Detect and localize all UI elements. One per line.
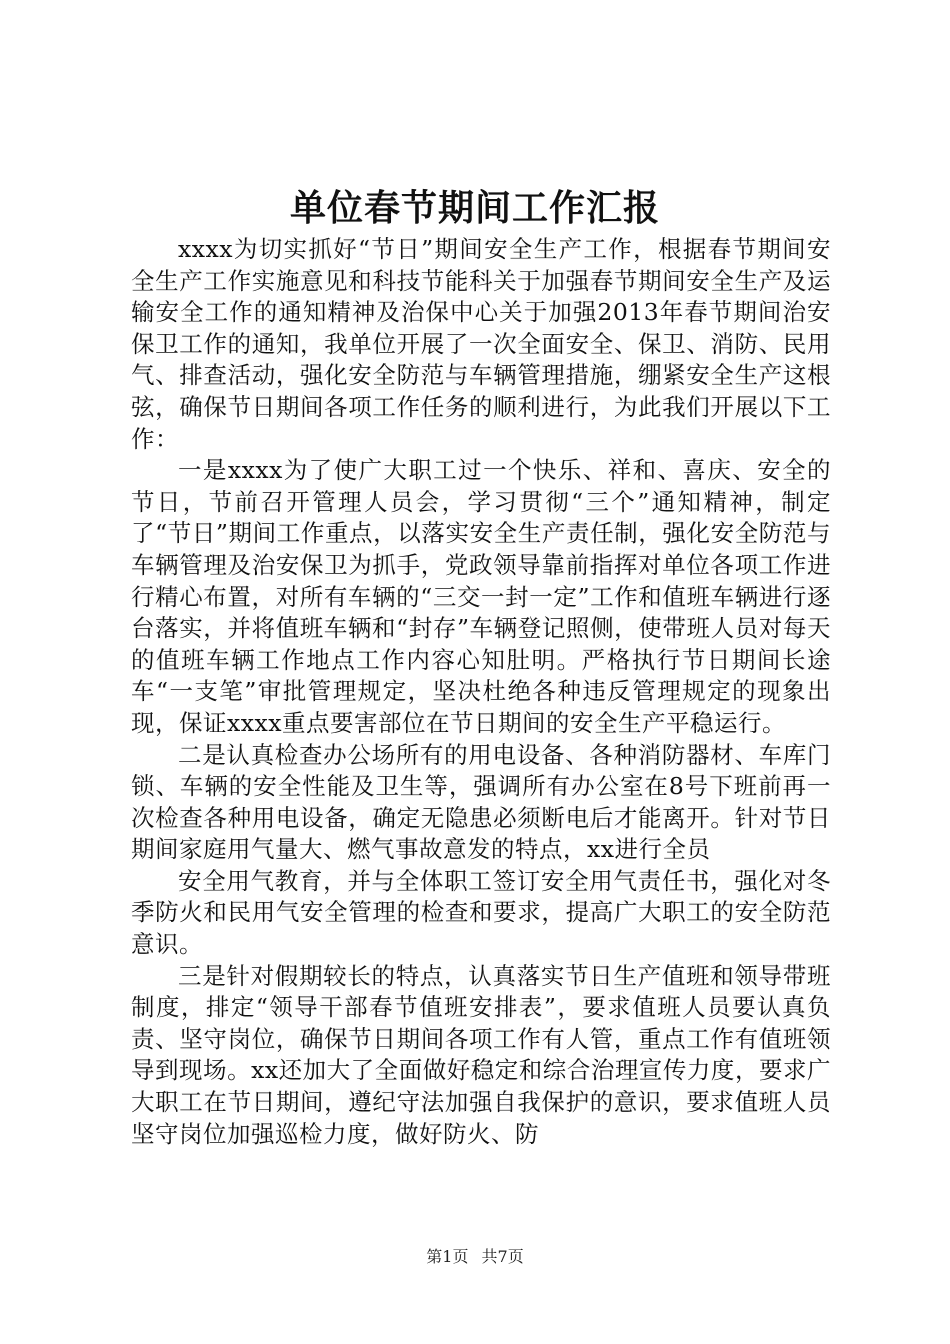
page-number: 第1页: [426, 1247, 469, 1266]
document-title: 单位春节期间工作汇报: [289, 187, 660, 229]
paragraph-intro: xxxx为切实抓好“节日”期间安全生产工作，根据春节期间安全生产工作实施意见和科技节能科关于加强春节期间安全生产及运输安全工作的通知精神及治保中心关于加强2013年春节期间治安保卫工作的通知，我单位开展了一次全面安全、保卫、消防、民用气、排查活动，强化安全防范与车辆管理措施，绷紧安全生产这根弦，确保节日期间各项工作任务的顺利进行，为此我们开展以下工作：: [131, 235, 831, 453]
document-body: [131, 234, 831, 1150]
page-total: 共7页: [481, 1247, 524, 1266]
paragraph-item-two-continued: 安全用气教育，并与全体职工签订安全用气责任书，强化对冬季防火和民用气安全管理的检查和要求，提高广大职工的安全防范意识。: [131, 866, 831, 959]
page-footer: [0, 1246, 950, 1268]
paragraph-item-three: 三是针对假期较长的特点，认真落实节日生产值班和领导带班制度，排定“领导干部春节值班安排表”，要求值班人员要认真负责、坚守岗位，确保节日期间各项工作有人管，重点工作有值班领导到现场。xx还加大了全面做好稳定和综合治理宣传力度，要求广大职工在节日期间，遵纪守法加强自我保护的意识，要求值班人员坚守岗位加强巡检力度，做好防火、防: [131, 961, 831, 1148]
paragraph-item-one: 一是xxxx为了使广大职工过一个快乐、祥和、喜庆、安全的节日，节前召开管理人员会，学习贯彻“三个”通知精神，制定了“节日”期间工作重点，以落实安全生产责任制，强化安全防范与车辆管理及治安保卫为抓手，党政领导靠前指挥对单位各项工作进行精心布置，对所有车辆的“三交一封一定”工作和值班车辆进行逐台落实，并将值班车辆和“封存”车辆登记照侧，使带班人员对每天的值班车辆工作地点工作内容心知肚明。严格执行节日期间长途车“一支笔”审批管理规定，坚决杜绝各种违反管理规定的现象出现，保证xxxx重点要害部位在节日期间的安全生产平稳运行。: [131, 456, 831, 737]
paragraph-item-two: 二是认真检查办公场所有的用电设备、各种消防器材、车库门锁、车辆的安全性能及卫生等，强调所有办公室在8号下班前再一次检查各种用电设备，确定无隐患必须断电后才能离开。针对节日期间家庭用气量大、燃气事故意发的特点，xx进行全员: [131, 740, 831, 864]
